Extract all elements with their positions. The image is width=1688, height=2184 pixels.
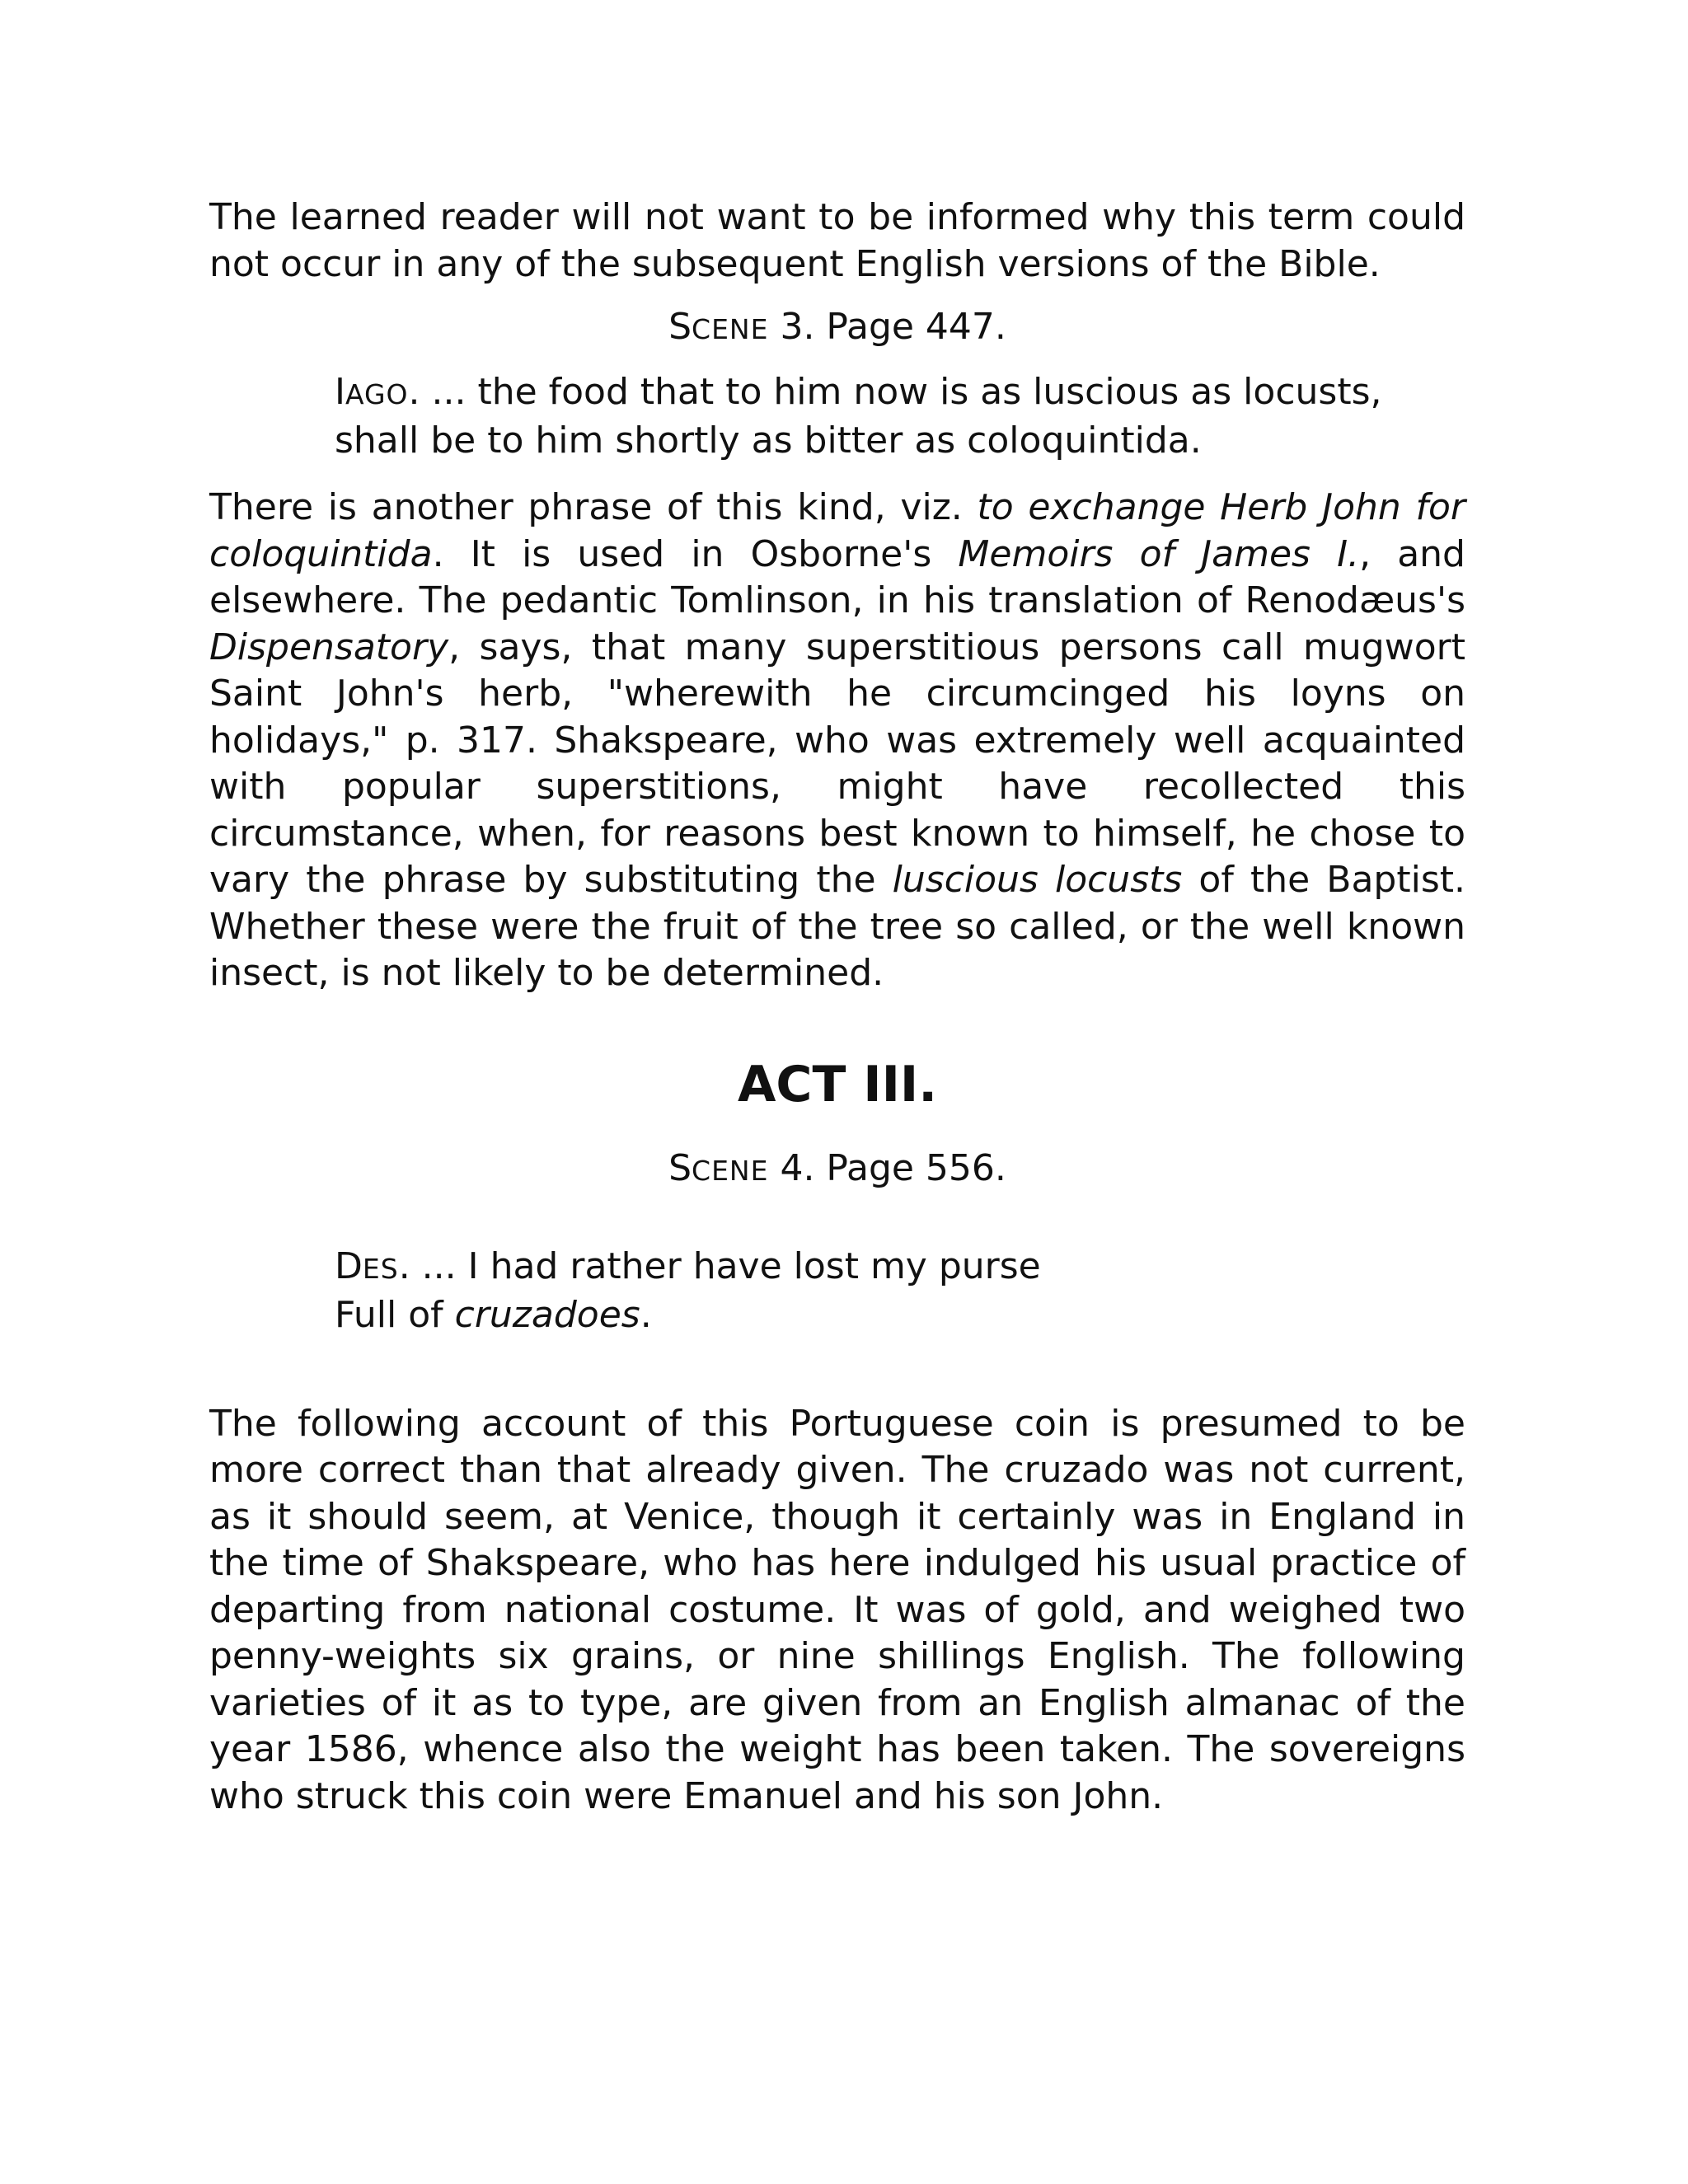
italic-title: Dispensatory	[209, 626, 449, 668]
text-run: of the Baptist. Whether these were the fruit of the tree so called, or the well known insect, is not likely to be determined.	[209, 859, 1465, 994]
scene-word-smallcaps: CENE	[692, 1154, 769, 1187]
document-page	[209, 194, 1465, 1820]
text-run: , says, that many superstitious persons call mugwort Saint John's herb, "wherewith he circumcinged his loyns on holidays," p. 317. Shakspeare, who was extremely well acquainted with popular superstitions, might have recollected this circumstance, when, for reasons best known to himself, he chose to vary the phrase by substituting the	[209, 626, 1465, 901]
speaker-smallcaps: ES	[362, 1252, 399, 1285]
quote-desdemona	[335, 1244, 1465, 1338]
scene-heading-4	[209, 1146, 1465, 1194]
text-run: Full of	[335, 1293, 455, 1336]
paragraph-bible-term: The learned reader will not want to be informed why this term could not occur in any of the subsequent English versions of the Bible.	[209, 196, 1465, 285]
scene-word-initial: S	[668, 1146, 692, 1189]
act-heading: ACT III.	[737, 1055, 938, 1113]
text-run: . It is used in Osborne's	[432, 532, 959, 575]
text-run: .	[640, 1293, 652, 1336]
speaker-smallcaps: AGO	[345, 378, 409, 410]
paragraph-herb-john	[209, 485, 1465, 997]
quote-iago-line-2: shall be to him shortly as bitter as coloquintida.	[335, 419, 1202, 462]
quote-text: . ... the food that to him now is as luscious as locusts,	[408, 371, 1382, 413]
text-run: There is another phrase of this kind, viz.	[209, 486, 978, 528]
scene-word-smallcaps: CENE	[692, 313, 769, 345]
italic-title: Memoirs of James I.	[958, 532, 1360, 575]
italic-word: cruzadoes	[454, 1293, 640, 1336]
scene-page-ref: 3. Page 447.	[768, 306, 1006, 348]
quote-des-line-2	[335, 1292, 1465, 1338]
quote-iago-line-1	[335, 369, 1465, 418]
scene-word-initial: S	[668, 306, 692, 348]
paragraph-cruzado: The following account of this Portuguese coin is presumed to be more correct than that already given. The cruzado was not current, as it should seem, at Venice, though it certainly was in England in the time of Shakspeare, who has here indulged his usual practice of departing from national costume. It was of gold, and weighed two penny-weights six grains, or nine shillings English. The following varieties of it as to type, are given from an English almanac of the year 1586, whence also the weight has been taken. The sovereigns who struck this coin were Emanuel and his son John.	[209, 1402, 1465, 1817]
scene-heading-3	[209, 304, 1465, 353]
italic-phrase: luscious locusts	[892, 859, 1183, 901]
italic-phrase: to exchange Herb John for coloquintida	[209, 486, 1465, 575]
speaker-initial: I	[335, 371, 345, 413]
text-run: , and elsewhere. The pedantic Tomlinson, in his translation of Renodæus's	[209, 532, 1465, 621]
scene-page-ref: 4. Page 556.	[768, 1146, 1006, 1189]
speaker-initial: D	[335, 1244, 363, 1287]
quote-text: . ... I had rather have lost my purse	[398, 1244, 1041, 1287]
quote-des-line-1	[335, 1244, 1465, 1292]
quote-iago	[335, 369, 1465, 464]
